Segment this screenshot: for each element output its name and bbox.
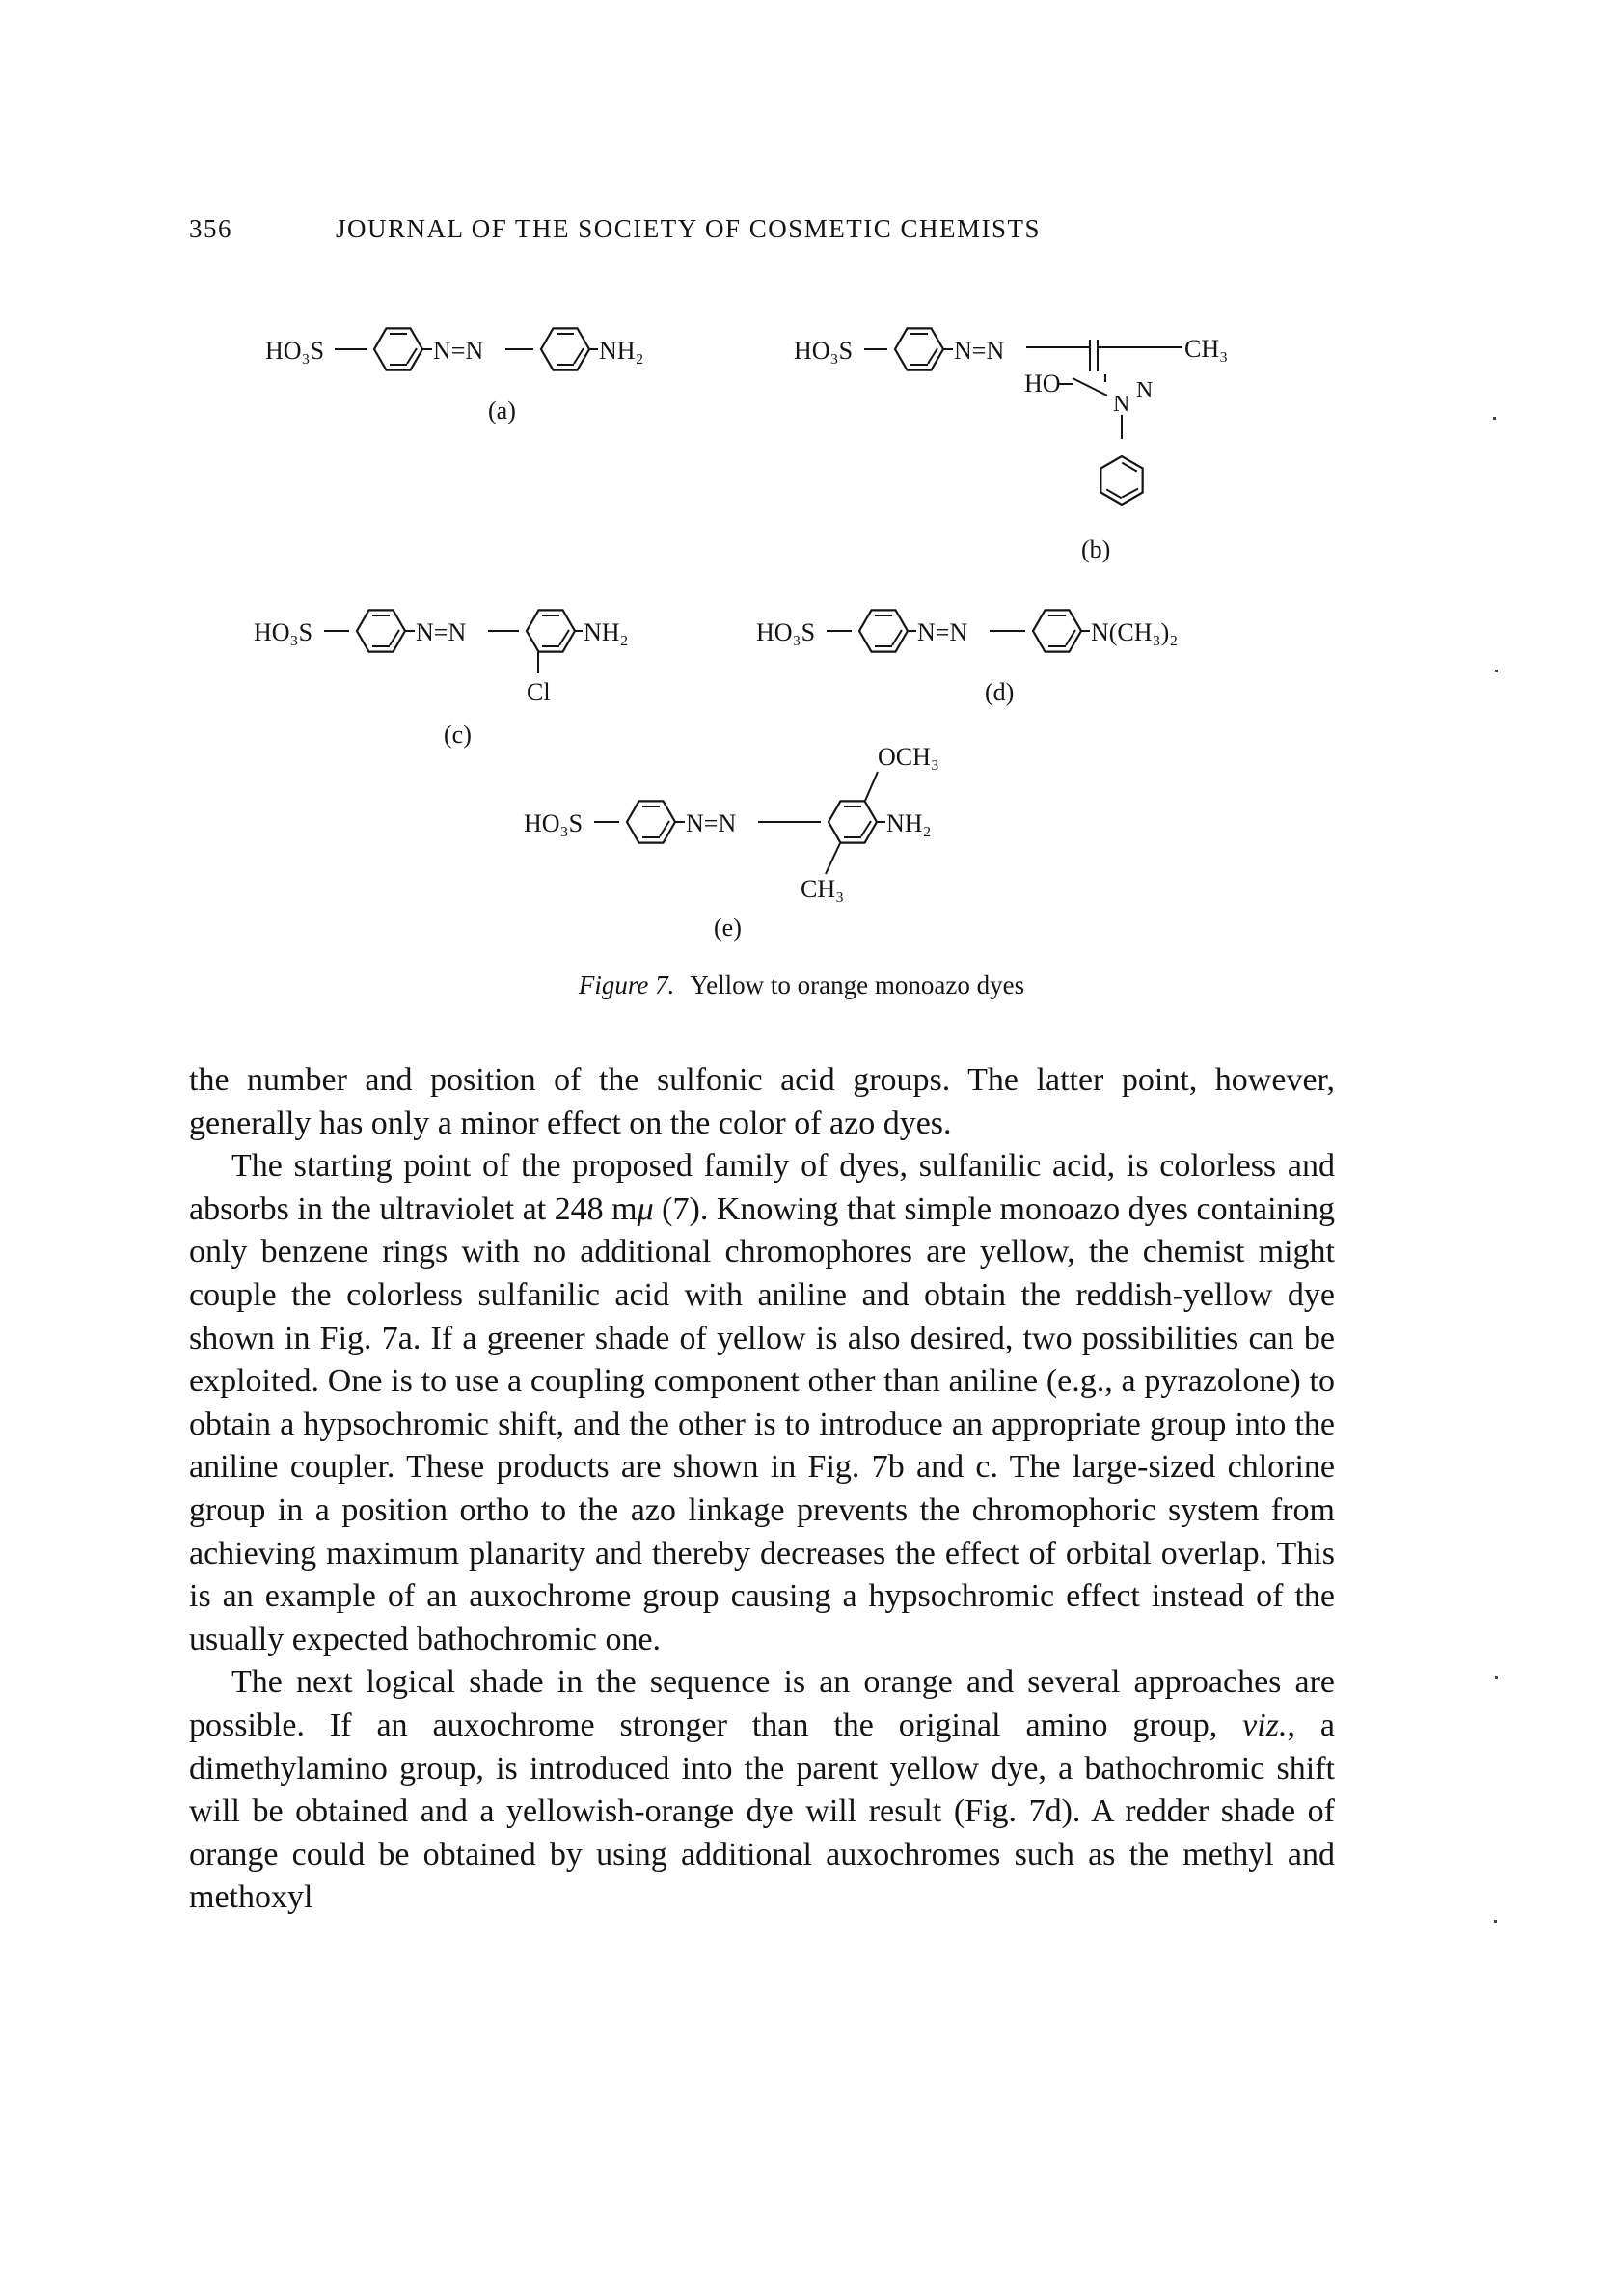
d-nme2: N(CH₃)₂	[1091, 618, 1179, 646]
benzene-ring	[357, 610, 405, 651]
label-c: (c)	[444, 721, 472, 749]
label-b: (b)	[1081, 535, 1111, 563]
benzene-ring	[527, 610, 575, 651]
caption-text: Yellow to orange monoazo dyes	[690, 970, 1025, 999]
margin-mark	[1494, 1920, 1497, 1923]
b-ho3s: HO₃S	[794, 337, 854, 365]
paragraph-2: The starting point of the proposed family of dyes, sulfanilic acid, is colorless and absorbs in the ultraviolet at 248 mμ (7). Knowing that simple monoazo dyes containing only benzene rings with no additional chromophores are yellow, the chemist might couple the colorless sulfanilic acid with aniline and obtain the reddish-yellow dye shown in Fig. 7a. If a greener shade of yellow is also desired, two possibilities can be exploited. One is to use a coupling component other than aniline (e.g., a pyrazolone) to obtain a hypsochromic shift, and the other is to introduce an appropriate group into the aniline coupler. These products are shown in Fig. 7b and c. The large-sized chlorine group in a position ortho to the azo linkage prevents the chromophoric system from achieving maximum planarity and thereby decreases the effect of orbital overlap. This is an example of an auxochrome group causing a hypsochromic effect instead of the usually expected bathochromic one.	[189, 1148, 1335, 1657]
d-azo: N=N	[917, 618, 968, 646]
structure-a	[265, 328, 644, 424]
paragraph-1: the number and position of the sulfonic acid groups. The latter point, however, generally has only a minor effect on the color of azo dyes.	[189, 1062, 1335, 1141]
b-azo: N=N	[954, 337, 1005, 365]
margin-mark	[1495, 1676, 1498, 1679]
b-ho: HO	[1024, 369, 1061, 397]
b-ch3: CH₃	[1184, 335, 1229, 363]
figure-caption	[0, 970, 1603, 1000]
b-n2: N	[1136, 378, 1154, 403]
e-och3: OCH₃	[878, 743, 939, 771]
structure-d	[756, 610, 1178, 706]
a-azo: N=N	[433, 337, 484, 365]
benzene-ring	[829, 801, 877, 842]
figure-7-structures	[0, 0, 1603, 1023]
a-nh2: NH₂	[599, 337, 644, 365]
benzene-ring	[895, 328, 943, 369]
journal-title: JOURNAL OF THE SOCIETY OF COSMETIC CHEMISTS	[336, 214, 1042, 243]
e-ho3s: HO₃S	[524, 809, 584, 837]
benzene-ring	[1033, 610, 1081, 651]
page-number: 356	[189, 214, 232, 243]
mu-symbol: μ	[637, 1190, 654, 1227]
e-nh2: NH₂	[886, 809, 932, 837]
a-ho3s: HO₃S	[265, 337, 325, 365]
c-nh2: NH₂	[584, 618, 629, 646]
benzene-ring	[859, 610, 908, 651]
benzene-ring	[541, 328, 589, 369]
c-ho3s: HO₃S	[254, 618, 313, 646]
structure-c	[254, 610, 629, 749]
d-ho3s: HO₃S	[756, 618, 816, 646]
e-azo: N=N	[686, 809, 737, 837]
label-a: (a)	[488, 396, 516, 424]
margin-mark	[1495, 670, 1498, 672]
structure-b	[794, 328, 1228, 563]
label-e: (e)	[714, 914, 742, 942]
benzene-ring	[374, 328, 422, 369]
benzene-ring	[627, 801, 675, 842]
body-text	[189, 1059, 1335, 1920]
c-azo: N=N	[416, 618, 467, 646]
label-d: (d)	[985, 678, 1015, 706]
viz-italic: viz.	[1242, 1707, 1288, 1743]
caption-label: Figure 7.	[578, 970, 675, 999]
structure-e	[524, 743, 939, 942]
paragraph-3: The next logical shade in the sequence is an orange and several approaches are possible. If an auxochrome stronger than the original amino group, viz., a dimethylamino group, is introduced into the parent yellow dye, a bathochromic shift will be obtained and a yellowish-orange dye will result (Fig. 7d). A redder shade of orange could be obtained by using additional auxochromes such as the methyl and methoxyl	[189, 1664, 1335, 1916]
b-n1: N	[1113, 392, 1130, 417]
margin-mark	[1493, 417, 1496, 420]
phenyl-ring	[1091, 451, 1154, 510]
c-cl: Cl	[527, 678, 551, 706]
e-ch3: CH₃	[801, 875, 845, 903]
